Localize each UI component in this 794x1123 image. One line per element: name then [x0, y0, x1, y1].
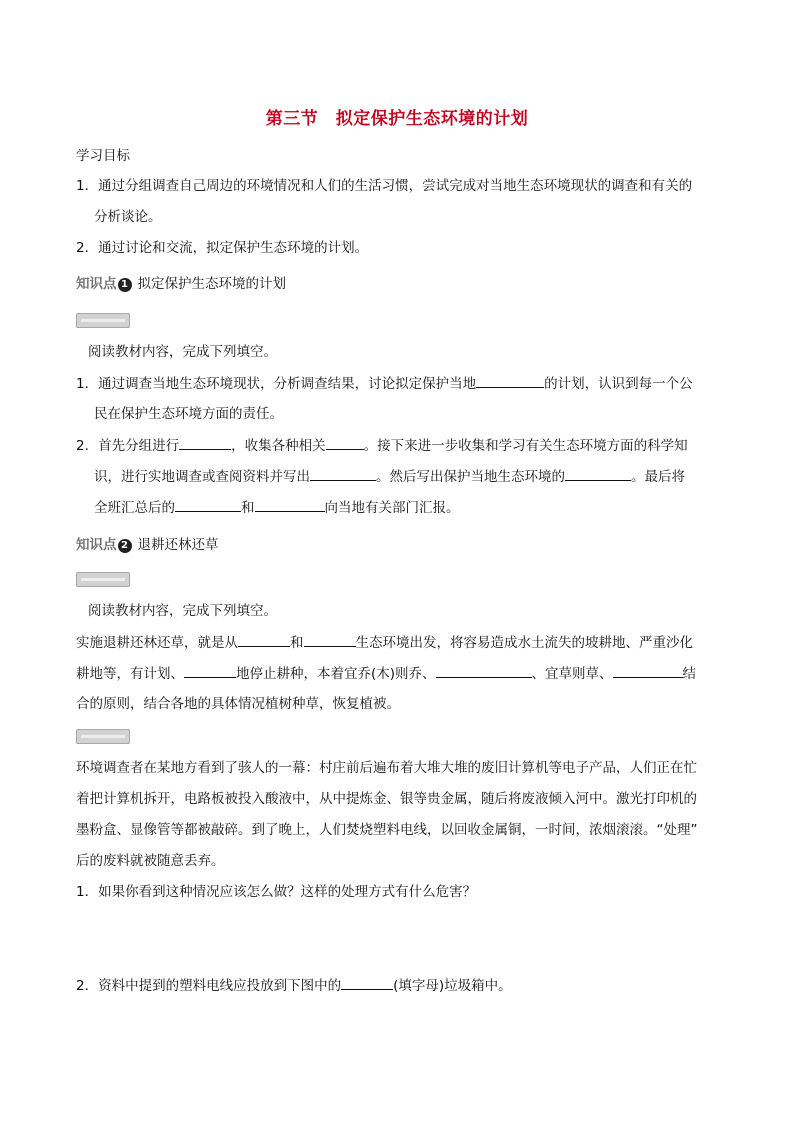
kp2-line-2: 耕地等，有计划、 地停止耕种，本着宜乔(木)则乔、 、宜草则草、 结 — [76, 666, 697, 682]
material-line-3: 墨粉盒、显像管等都被敲碎。到了晚上，人们焚烧塑料电线，以回收金属铜，一时间，浓烟滚滚。“处理” — [76, 822, 698, 838]
material-question-1: 1．如果你看到这种情况应该怎么做？这样的处理方式有什么危害？ — [76, 884, 477, 900]
section-tag-icon — [76, 572, 130, 587]
material-question-2: 2．资料中提到的塑料电线应投放到下图中的 (填字母)垃圾箱中。 — [76, 978, 512, 994]
page-title: 第三节 拟定保护生态环境的计划 — [265, 109, 529, 129]
knowledge-point-2-title: 退耕还林还草 — [137, 537, 219, 553]
section-tag-icon — [76, 313, 130, 328]
fill-blank[interactable] — [238, 634, 290, 647]
kp1-question-1-line-2: 民在保护生态环境方面的责任。 — [94, 406, 283, 422]
fill-blank[interactable] — [310, 468, 376, 481]
knowledge-point-2-heading — [76, 533, 219, 553]
fill-blank[interactable] — [436, 665, 532, 678]
objective-2: 2．通过讨论和交流，拟定保护生态环境的计划。 — [76, 240, 369, 256]
fill-blank[interactable] — [476, 375, 544, 388]
kp1-question-2-line-1: 2．首先分组进行 ，收集各种相关 。接下来进一步收集和学习有关生态环境方面的科学知 — [76, 438, 688, 454]
objective-1-line-1: 1．通过分组调查自己周边的环境情况和人们的生活习惯，尝试完成对当地生态环境现状的调查和有关的 — [76, 178, 693, 194]
fill-blank[interactable] — [565, 468, 631, 481]
fill-blank[interactable] — [179, 437, 231, 450]
knowledge-point-1-heading — [76, 272, 286, 292]
kp1-question-2-line-2: 识，进行实地调查或查阅资料并写出 。然后写出保护当地生态环境的 。最后将 — [94, 469, 685, 485]
kp1-question-2-line-3: 全班汇总后的 和 向当地有关部门汇报。 — [94, 500, 460, 516]
kp2-line-1: 实施退耕还林还草，就是从 和 生态环境出发，将容易造成水土流失的坡耕地、严重沙化 — [76, 635, 693, 651]
number-1-icon: 1 — [118, 278, 132, 292]
kp1-intro: 阅读教材内容，完成下列填空。 — [88, 344, 277, 360]
material-line-4: 后的废料就被随意丢弃。 — [76, 853, 225, 869]
material-line-2: 着把计算机拆开，电路板被投入酸液中，从中提炼金、银等贵金属，随后将废液倾入河中。激光打印机的 — [76, 791, 697, 807]
fill-blank[interactable] — [613, 665, 683, 678]
kp2-intro: 阅读教材内容，完成下列填空。 — [88, 603, 277, 619]
fill-blank[interactable] — [255, 499, 325, 512]
fill-blank[interactable] — [341, 977, 393, 990]
knowledge-point-1-title: 拟定保护生态环境的计划 — [137, 276, 286, 292]
knowledge-point-label: 知识点 — [76, 537, 117, 553]
section-tag-icon — [76, 729, 130, 744]
kp1-question-1-line-1: 1．通过调查当地生态环境现状，分析调查结果，讨论拟定保护当地 的计划，认识到每一个公 — [76, 376, 693, 392]
fill-blank[interactable] — [304, 634, 356, 647]
objectives-heading: 学习目标 — [76, 148, 130, 164]
knowledge-point-label: 知识点 — [76, 276, 117, 292]
fill-blank[interactable] — [184, 665, 236, 678]
objective-1-line-2: 分析谈论。 — [94, 209, 162, 225]
fill-blank[interactable] — [326, 437, 364, 450]
material-line-1: 环境调查者在某地方看到了骇人的一幕：村庄前后遍布着大堆大堆的废旧计算机等电子产品，人们正在忙 — [76, 760, 697, 776]
fill-blank[interactable] — [175, 499, 241, 512]
number-2-icon: 2 — [118, 539, 132, 553]
kp2-line-3: 合的原则，结合各地的具体情况植树种草，恢复植被。 — [76, 696, 400, 712]
